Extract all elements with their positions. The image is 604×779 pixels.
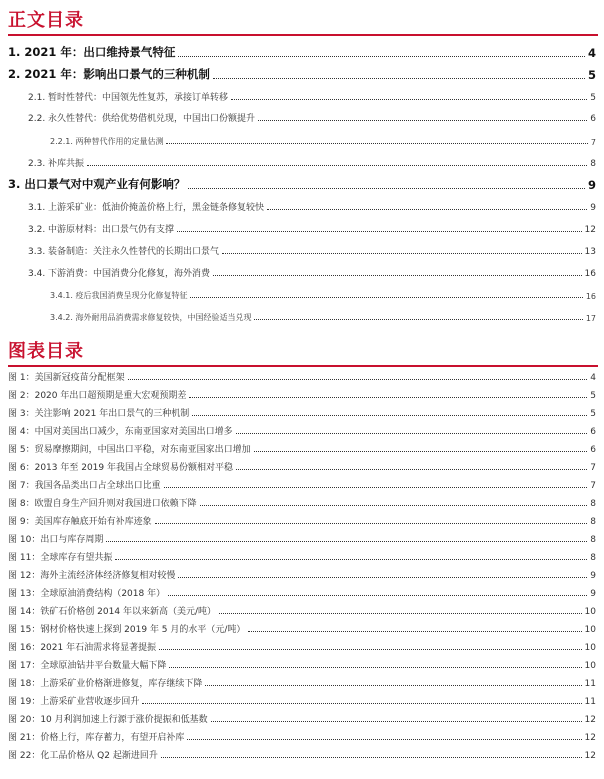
leader-dots [192,415,587,416]
figure-entry[interactable] [8,730,596,743]
figure-entry[interactable] [8,406,596,419]
leader-dots [161,757,582,758]
figure-entry[interactable] [8,676,596,689]
toc-entry-text: 3.4.1. 疫后我国消费呈现分化修复特征 [50,291,188,300]
leader-dots [187,739,581,740]
figure-entry-text: 图 2：2020 年出口超预期是重大宏观预期差 [8,391,187,401]
leader-dots [106,541,587,542]
figure-entry-text: 图 8：欧盟自身生产回升则对我国进口依赖下降 [8,499,197,509]
leader-dots [213,78,585,79]
figure-entry-page: 12 [584,733,596,743]
figure-entry-text: 图 6：2013 年至 2019 年我国占全球贸易份额相对平稳 [8,463,233,473]
toc-entry-page: 6 [590,114,596,124]
toc-entry[interactable] [28,110,596,124]
leader-dots [200,505,588,506]
toc-entry-page: 9 [590,203,596,213]
figure-entry-text: 图 22：化工品价格从 Q2 起渐进回升 [8,751,158,761]
figure-entry-page: 9 [590,589,596,599]
figure-entry-page: 8 [590,517,596,527]
figure-entry-text: 图 7：我国各品类出口占全球出口比重 [8,481,161,491]
figure-entry-page: 10 [584,643,596,653]
toc-entry-text: 2. 2021 年：影响出口景气的三种机制 [8,67,210,81]
leader-dots [213,275,582,276]
leader-dots [219,613,582,614]
leader-dots [169,667,581,668]
toc-entry-page: 13 [584,247,596,257]
figure-entry-page: 11 [584,679,596,689]
toc-entry[interactable] [50,133,596,147]
leader-dots [258,120,587,121]
toc-entry-text: 2.3. 补库共振 [28,159,85,169]
toc-entry-text: 2.2.1. 两种替代作用的定量估测 [50,137,164,146]
figure-entry[interactable] [8,514,596,527]
leader-dots [254,319,582,320]
toc-title: 正文目录 [8,10,84,31]
figure-entry-page: 11 [584,697,596,707]
figure-entry-text: 图 10：出口与库存周期 [8,535,104,545]
figure-entry-text: 图 9：美国库存触底开始有补库迹象 [8,517,152,527]
toc-entry[interactable] [8,44,596,60]
figure-entry-page: 8 [590,499,596,509]
toc-entry-text: 3.4. 下游消费：中国消费分化修复，海外消费 [28,269,211,279]
leader-dots [267,209,587,210]
figure-entry-text: 图 3：关注影响 2021 年出口景气的三种机制 [8,409,190,419]
toc-entry-text: 3.3. 装备制造：关注永久性替代的长期出口景气 [28,247,220,257]
toc-divider [8,34,598,36]
leader-dots [159,649,581,650]
leader-dots [189,397,587,398]
leader-dots [236,469,587,470]
leader-dots [222,253,582,254]
figure-entry-page: 10 [584,661,596,671]
leader-dots [205,685,581,686]
figure-entry[interactable] [8,748,596,761]
figure-entry-page: 9 [590,571,596,581]
figure-entry[interactable] [8,658,596,671]
leader-dots [87,165,587,166]
toc-entry[interactable] [28,89,596,103]
toc-entry[interactable] [50,287,596,301]
figure-entry-text: 图 11：全球库存有望共振 [8,553,113,563]
figure-entry-text: 图 13：全球原油消费结构（2018 年） [8,589,166,599]
toc-entry-page: 5 [590,93,596,103]
figure-entry[interactable] [8,442,596,455]
figure-entry-page: 10 [584,625,596,635]
leader-dots [188,188,585,189]
toc-entry[interactable] [8,66,596,82]
figure-entry-text: 图 15：钢材价格快速上探到 2019 年 5 月的水平（元/吨） [8,625,246,635]
figure-entry-text: 图 1：美国新冠疫苗分配框架 [8,373,125,383]
toc-entry-text: 2.1. 暂时性替代：中国领先性复苏，承接订单转移 [28,93,229,103]
leader-dots [177,231,582,232]
figure-entry[interactable] [8,424,596,437]
figure-entry-page: 10 [584,607,596,617]
figure-entry-page: 7 [590,481,596,491]
toc-entry-page: 4 [587,46,596,60]
toc-entry[interactable] [28,221,596,235]
figure-entry-text: 图 4：中国对美国出口减少，东南亚国家对美国出口增多 [8,427,233,437]
figure-entry-text: 图 18：上游采矿业价格渐进修复，库存继续下降 [8,679,203,689]
leader-dots [164,487,588,488]
figure-entry[interactable] [8,478,596,491]
figure-entry-page: 6 [590,427,596,437]
leader-dots [128,379,588,380]
leader-dots [248,631,581,632]
leader-dots [211,721,582,722]
toc-entry-page: 8 [590,159,596,169]
figure-entry[interactable] [8,496,596,509]
toc-entry-page: 5 [587,68,596,82]
figure-entry[interactable] [8,460,596,473]
toc-entry[interactable] [50,309,596,323]
figure-entry-text: 图 21：价格上行，库存蓄力，有望开启补库 [8,733,185,743]
figure-entry-text: 图 17：全球原油钻井平台数量大幅下降 [8,661,167,671]
figure-list-divider [8,365,598,367]
toc-entry-page: 17 [585,314,596,323]
leader-dots [178,56,585,57]
leader-dots [168,595,587,596]
leader-dots [236,433,588,434]
figure-entry-text: 图 14：铁矿石价格创 2014 年以来新高（美元/吨） [8,607,216,617]
leader-dots [190,297,582,298]
figure-entry[interactable] [8,568,596,581]
toc-entry-page: 16 [584,269,596,279]
figure-entry-text: 图 20：10 月利润加速上行源于涨价提振和低基数 [8,715,208,725]
figure-entry-text: 图 16：2021 年石油需求将显著提振 [8,643,157,653]
toc-entry-page: 12 [584,225,596,235]
toc-entry-page: 16 [585,292,596,301]
figure-entry[interactable] [8,388,596,401]
leader-dots [155,523,588,524]
figure-entry-page: 5 [590,409,596,419]
leader-dots [166,143,587,144]
toc-entry-text: 2.2. 永久性替代：供给优势借机兑现，中国出口份额提升 [28,114,256,124]
figure-entry-page: 8 [590,535,596,545]
toc-entry-text: 3. 出口景气对中观产业有何影响？ [8,177,186,191]
figure-entry[interactable] [8,694,596,707]
toc-entry-text: 3.2. 中游原材料：出口景气仍有支撑 [28,225,175,235]
figure-entry-page: 12 [584,715,596,725]
figure-list-title: 图表目录 [8,341,84,362]
leader-dots [178,577,587,578]
toc-entry-text: 3.4.2. 海外耐用品消费需求修复较快，中国经验适当兑现 [50,313,252,322]
leader-dots [231,99,587,100]
figure-entry[interactable] [8,370,596,383]
toc-entry-page: 7 [590,138,596,147]
figure-entry[interactable] [8,532,596,545]
figure-entry-page: 8 [590,553,596,563]
toc-entry[interactable] [28,155,596,169]
toc-entry[interactable] [28,243,596,257]
figure-entry-text: 图 19：上游采矿业营收逐步回升 [8,697,140,707]
toc-entry[interactable] [8,176,596,192]
toc-entry[interactable] [28,199,596,213]
leader-dots [115,559,587,560]
figure-entry-page: 5 [590,391,596,401]
leader-dots [142,703,581,704]
figure-entry-text: 图 5：贸易摩擦期间，中国出口平稳，对东南亚国家出口增加 [8,445,251,455]
figure-entry[interactable] [8,712,596,725]
figure-entry-page: 12 [584,751,596,761]
figure-entry-text: 图 12：海外主流经济体经济修复相对较慢 [8,571,176,581]
figure-entry-page: 6 [590,445,596,455]
figure-entry[interactable] [8,622,596,635]
toc-entry-page: 9 [587,178,596,192]
toc-entry-text: 3.1. 上游采矿业：低油价掩盖价格上行，黑金链条修复较快 [28,203,265,213]
figure-entry[interactable] [8,604,596,617]
figure-entry[interactable] [8,640,596,653]
toc-entry[interactable] [28,265,596,279]
figure-entry[interactable] [8,550,596,563]
leader-dots [254,451,588,452]
figure-entry-page: 7 [590,463,596,473]
figure-entry-page: 4 [590,373,596,383]
toc-entry-text: 1. 2021 年：出口维持景气特征 [8,45,176,59]
figure-entry[interactable] [8,586,596,599]
